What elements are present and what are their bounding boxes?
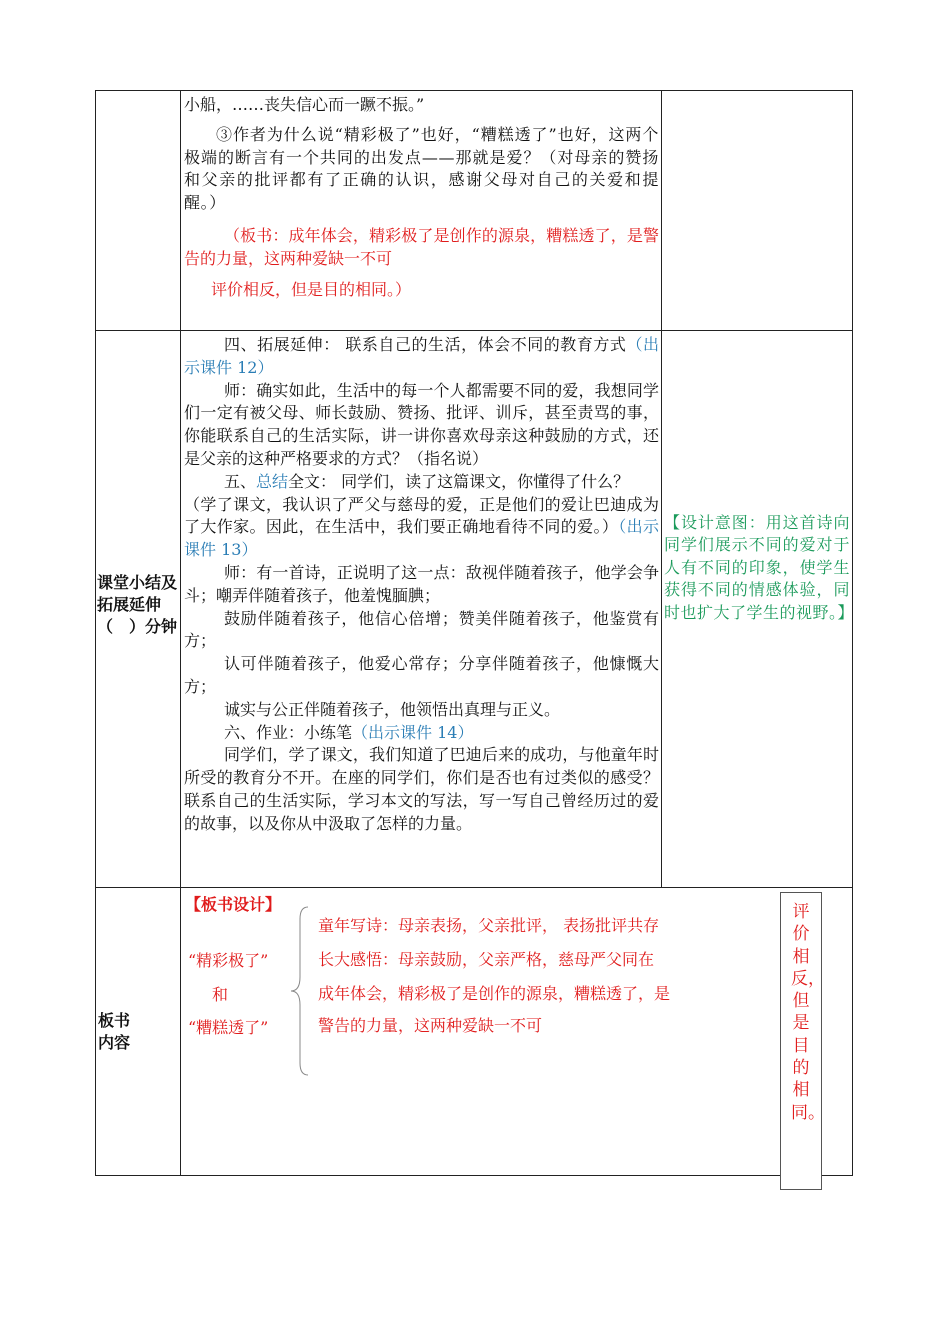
summary-keyword: 总结	[256, 471, 289, 491]
paragraph: 小船，……丧失信心而一蹶不振。”	[184, 95, 425, 114]
section-homework	[181, 722, 661, 745]
poem-line: 鼓励伴随着孩子，他信心倍增；赞美伴随着孩子，他鉴赏有方；	[184, 608, 659, 651]
slide-reference: （出示课件 12）	[184, 335, 659, 377]
board-connector: 和	[212, 985, 229, 1004]
lesson-plan-table	[95, 90, 853, 1176]
slide-reference: （出示课件 13）	[184, 517, 659, 560]
table-row	[96, 331, 853, 888]
board-cell-right	[662, 888, 853, 1176]
board-heading: 【板书设计】	[185, 895, 282, 914]
section-title: 六、作业：小练笔	[224, 722, 353, 742]
board-line: 长大感悟：母亲鼓励，父亲严格，慈母严父同在	[318, 950, 655, 969]
design-cell	[662, 331, 853, 888]
poem-line: 诚实与公正伴随着孩子，他领悟出真理与正义。	[224, 699, 561, 719]
content-cell	[181, 331, 662, 888]
board-title: “精彩极了”	[188, 951, 269, 970]
board-note: （板书：成年体会，精彩极了是创作的源泉，糟糕透了，是警告的力量，这两种爱缺一不可	[184, 225, 659, 268]
row-label-cell	[96, 888, 181, 1176]
row-label-cell	[96, 91, 181, 331]
question-paragraph: ③作者为什么说“精彩极了”也好，“糟糕透了”也好，这两个极端的断言有一个共同的出发点——那就是爱？（对母亲的赞扬和父亲的批评都有了正确的认识，感谢父母对自己的关爱和提醒。）	[184, 124, 659, 213]
answer-text: （学了课文，我认识了严父与慈母的爱，正是他们的爱让巴迪成为了大作家。因此，在生活中，我们要正确地看待不同的爱。）	[184, 494, 659, 537]
side-note-text: 评价相反，但是目的相同。	[791, 902, 825, 1123]
section-summary	[181, 471, 661, 494]
section-extension	[181, 334, 661, 380]
board-line: 童年写诗：母亲表扬，父亲批评， 表扬批评共存	[318, 916, 660, 935]
brace-icon	[288, 905, 312, 1077]
board-title: “糟糕透了”	[188, 1018, 269, 1037]
board-line: 警告的力量，这两种爱缺一不可	[318, 1016, 543, 1035]
answer-paragraph	[181, 494, 661, 562]
board-line: 成年体会，精彩极了是创作的源泉，糟糕透了，是	[318, 984, 671, 1003]
section-title: 全文： 同学们，读了这篇课文，你懂得了什么？	[288, 471, 630, 491]
section-number: 五、	[224, 471, 257, 491]
homework-paragraph: 同学们，学了课文，我们知道了巴迪后来的成功，与他童年时所受的教育分不开。在座的同学们，你们是否也有过类似的感受？联系自己的生活实际，学习本文的写法，写一写自己曾经历过的爱的故事，以及你从中汲取了怎样的力量。	[184, 745, 659, 833]
poem-line: 认可伴随着孩子，他爱心常存；分享伴随着孩子，他慷慨大方；	[184, 654, 659, 696]
row-label: 板书内容	[98, 1010, 131, 1052]
side-note-box	[780, 892, 825, 1190]
table-row	[96, 91, 853, 331]
teacher-paragraph: 师：确实如此，生活中的每一个人都需要不同的爱，我想同学们一定有被父母、师长鼓励、赞扬、批评、训斥，甚至责骂的事，你能联系自己的生活实际，讲一讲你喜欢母亲这种鼓励的方式，还是父亲的这种严格要求的方式？（指名说）	[184, 380, 659, 468]
board-note-end: 评价相反，但是目的相同。）	[211, 279, 412, 299]
row-label: 课堂小结及拓展延伸（ ）分钟	[97, 573, 178, 636]
section-title: 四、拓展延伸： 联系自己的生活，体会不同的教育方式	[224, 335, 627, 354]
design-intent: 【设计意图：用这首诗向同学们展示不同的爱对于人有不同的印象，使学生获得不同的情感体验，同时也扩大了学生的视野。】	[664, 513, 855, 622]
design-cell	[662, 91, 853, 331]
slide-reference: （出示课件 14）	[352, 722, 474, 742]
row-label-cell	[96, 331, 181, 888]
teacher-paragraph: 师：有一首诗，正说明了这一点：敌视伴随着孩子，他学会争斗；嘲弄伴随着孩子，他羞愧腼腆；	[184, 562, 659, 605]
content-cell	[181, 91, 662, 331]
